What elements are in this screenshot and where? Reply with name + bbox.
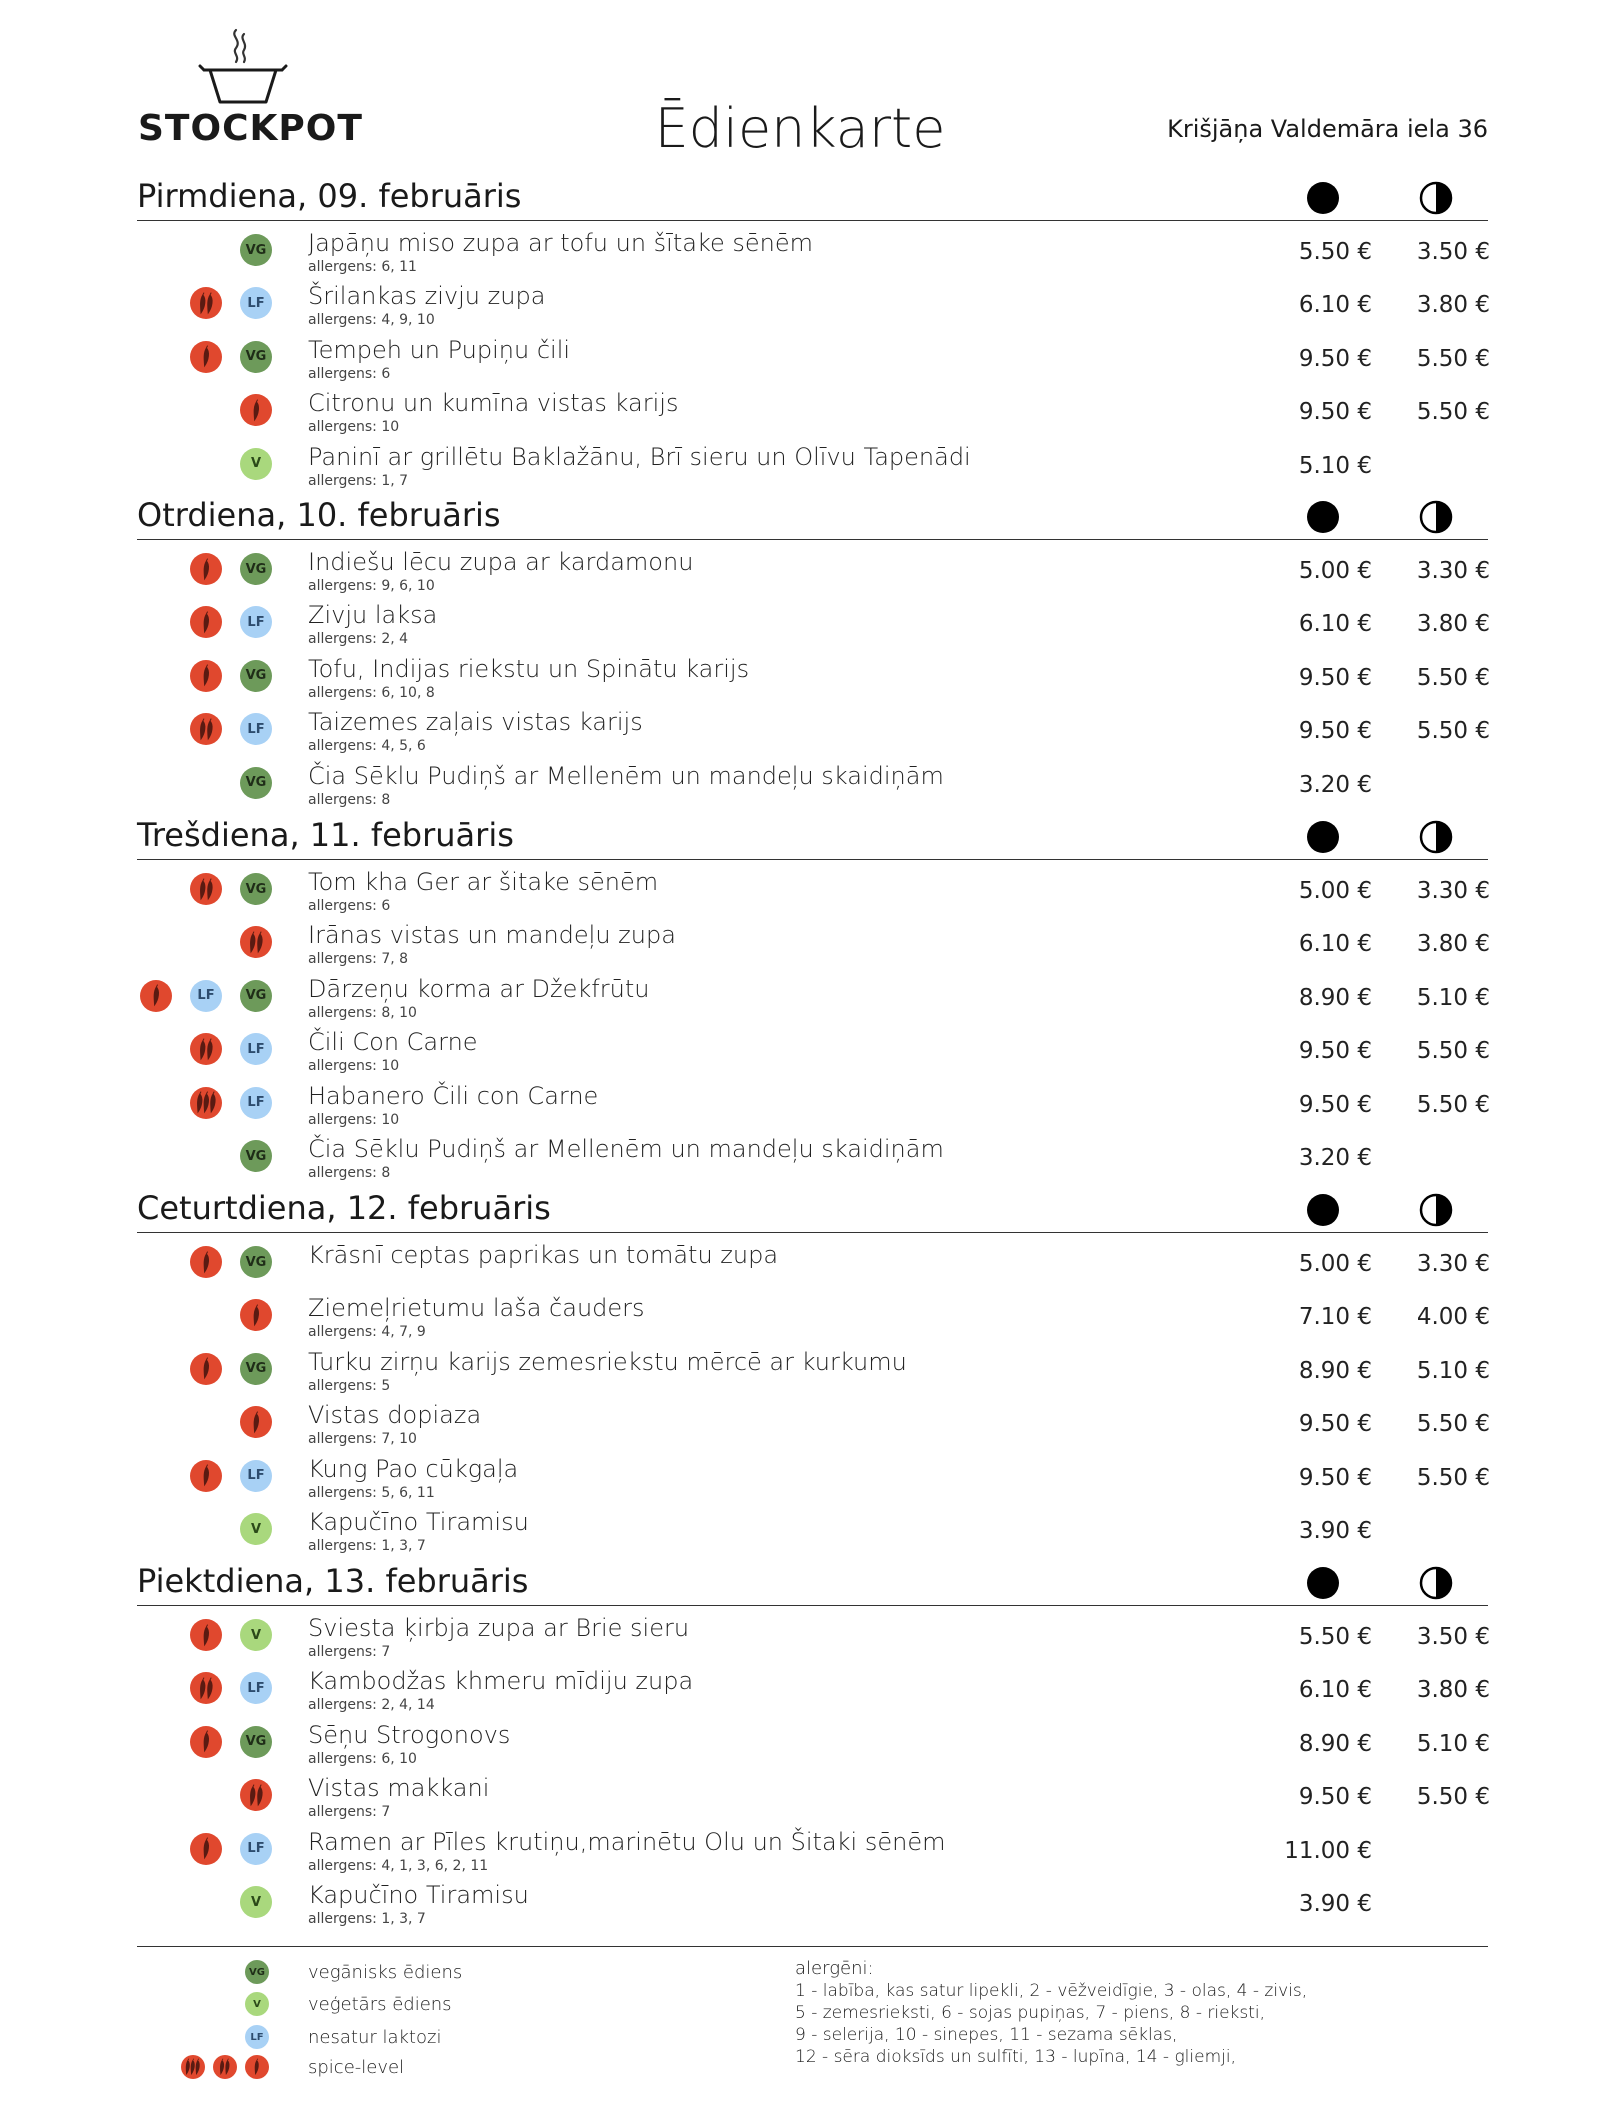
spice-level-1-icon xyxy=(190,1619,222,1651)
dish-name: Vistas dopiaza xyxy=(308,1401,482,1430)
spice-level-2-icon xyxy=(240,926,272,958)
vegan-badge-icon: VG xyxy=(240,234,272,266)
dish-name: Ramen ar Pīles krutiņu,marinētu Olu un Šitaki sēnēm xyxy=(308,1827,946,1856)
price-full-portion: 5.10 € xyxy=(1298,452,1372,479)
legend-badges xyxy=(0,1992,280,2018)
day-title: Ceturtdiena, 12. februāris xyxy=(137,1189,551,1227)
price-half-portion: 5.50 € xyxy=(1416,1038,1490,1065)
half-portion-icon xyxy=(1418,819,1454,855)
menu-item xyxy=(0,1662,1600,1716)
dish-allergens: allergens: 5 xyxy=(308,1377,391,1394)
day-title: Piektdiena, 13. februāris xyxy=(137,1562,529,1600)
dish-badges xyxy=(0,1833,280,1867)
vegetarian-badge-icon: V xyxy=(245,1992,269,2016)
dish-allergens: allergens: 6 xyxy=(308,365,391,382)
dish-allergens: allergens: 1, 3, 7 xyxy=(308,1911,426,1927)
day-title: Trešdiena, 11. februāris xyxy=(137,816,514,854)
legend-badges xyxy=(0,1960,280,1986)
dish-name: Čia Sēklu Pudiņš ar Mellenēm un mandeļu skaidiņām xyxy=(308,1135,944,1163)
dish-allergens: allergens: 10 xyxy=(308,1058,400,1075)
menu-item xyxy=(0,543,1600,597)
dish-name: Čili Con Carne xyxy=(308,1028,478,1057)
dish-badges xyxy=(0,287,280,321)
price-half-portion: 3.50 € xyxy=(1416,239,1490,265)
menu-item xyxy=(0,1503,1600,1557)
dish-badges xyxy=(0,660,280,694)
menu-item xyxy=(0,1289,1600,1343)
dish-allergens: allergens: 8 xyxy=(308,791,391,808)
lactose-free-badge-icon: LF xyxy=(240,1460,272,1492)
dish-badges xyxy=(0,1033,280,1067)
dish-badges xyxy=(0,713,280,747)
spice-level-1-icon xyxy=(190,1246,222,1278)
lactose-free-badge-icon: LF xyxy=(240,1833,272,1865)
dish-badges xyxy=(0,1246,280,1280)
legend-item xyxy=(0,2055,600,2085)
day-title: Otrdiena, 10. februāris xyxy=(137,496,501,534)
dish-badges xyxy=(0,1726,280,1760)
spice-level-1-icon xyxy=(240,1299,272,1331)
dish-badges xyxy=(0,1406,280,1440)
menu-item xyxy=(0,916,1600,970)
dish-allergens: allergens: 2, 4, 14 xyxy=(308,1697,435,1714)
legend-divider xyxy=(137,1946,1488,1947)
price-full-portion: 5.00 € xyxy=(1298,1251,1372,1277)
price-full-portion: 9.50 € xyxy=(1298,345,1372,372)
price-half-portion: 3.30 € xyxy=(1416,558,1490,584)
price-full-portion: 9.50 € xyxy=(1298,1038,1372,1065)
price-half-portion: 5.50 € xyxy=(1416,399,1490,426)
price-full-portion: 3.90 € xyxy=(1298,1891,1372,1917)
dish-name: Citronu un kumīna vistas karijs xyxy=(308,389,679,418)
dish-allergens: allergens: 6, 10 xyxy=(308,1750,417,1767)
price-full-portion: 5.50 € xyxy=(1298,239,1372,265)
dish-allergens: allergens: 2, 4 xyxy=(308,631,409,648)
day-divider xyxy=(137,859,1488,860)
dish-name: Kapučīno Tiramisu xyxy=(308,1881,529,1909)
full-portion-icon xyxy=(1305,819,1341,855)
day-section xyxy=(0,1180,1600,1554)
day-section xyxy=(0,807,1600,1181)
price-half-portion: 5.10 € xyxy=(1416,1357,1490,1384)
dish-name: Kambodžas khmeru mīdiju zupa xyxy=(308,1667,694,1696)
half-portion-icon xyxy=(1418,180,1454,216)
dish-badges xyxy=(0,1779,280,1813)
price-full-portion: 3.20 € xyxy=(1298,771,1372,798)
lactose-free-badge-icon: LF xyxy=(190,980,222,1012)
allergen-legend-line: 9 - selerija, 10 - sinepes, 11 - sezama sēklas, xyxy=(795,2025,1178,2045)
price-full-portion: 9.50 € xyxy=(1298,1411,1372,1438)
stockpot-logo xyxy=(138,26,363,151)
spice-level-1-icon xyxy=(190,1726,222,1758)
day-divider xyxy=(137,220,1488,221)
menu-item xyxy=(0,863,1600,917)
vegan-badge-icon: VG xyxy=(240,1353,272,1385)
spice-level-1-icon xyxy=(190,341,222,373)
dish-allergens: allergens: 1, 3, 7 xyxy=(308,1538,426,1554)
lactose-free-badge-icon: LF xyxy=(240,1033,272,1065)
price-half-portion: 3.80 € xyxy=(1416,292,1490,319)
allergen-legend-line: 12 - sēra dioksīds un sulfīti, 13 - lupīna, 14 - gliemji, xyxy=(795,2047,1236,2067)
price-half-portion: 3.50 € xyxy=(1416,1624,1490,1650)
lactose-free-badge-icon: LF xyxy=(240,713,272,745)
menu-item xyxy=(0,1130,1600,1184)
dish-name: Tofu, Indijas riekstu un Spinātu karijs xyxy=(308,654,750,683)
dish-badges xyxy=(0,1299,280,1333)
price-full-portion: 6.10 € xyxy=(1298,1677,1372,1704)
price-half-portion: 5.50 € xyxy=(1416,1464,1490,1491)
vegan-badge-icon: VG xyxy=(240,553,272,585)
price-half-portion: 5.10 € xyxy=(1416,1730,1490,1757)
dish-allergens: allergens: 9, 6, 10 xyxy=(308,578,435,594)
dish-badges xyxy=(0,767,280,801)
dish-badges xyxy=(0,234,280,268)
menu-item xyxy=(0,438,1600,492)
day-divider xyxy=(137,539,1488,540)
price-full-portion: 3.90 € xyxy=(1298,1518,1372,1544)
dish-name: Zivju laksa xyxy=(308,601,438,630)
price-full-portion: 6.10 € xyxy=(1298,931,1372,958)
day-section xyxy=(0,487,1600,808)
day-divider xyxy=(137,1605,1488,1606)
day-section xyxy=(0,1553,1600,1927)
dish-allergens: allergens: 6, 11 xyxy=(308,259,417,275)
price-full-portion: 9.50 € xyxy=(1298,399,1372,426)
half-portion-icon xyxy=(1418,499,1454,535)
restaurant-address: Krišjāņa Valdemāra iela 36 xyxy=(1167,115,1488,143)
menu-item xyxy=(0,1716,1600,1770)
legend-item xyxy=(0,1992,600,2022)
price-full-portion: 6.10 € xyxy=(1298,611,1372,638)
dish-name: Sēņu Strogonovs xyxy=(308,1720,511,1749)
dish-badges xyxy=(0,606,280,640)
dish-name: Habanero Čili con Carne xyxy=(308,1081,599,1110)
price-half-portion: 5.50 € xyxy=(1416,345,1490,372)
dish-allergens: allergens: 7, 8 xyxy=(308,951,409,968)
dish-name: Tom kha Ger ar šitake sēnēm xyxy=(308,868,659,896)
spice-level-3-icon xyxy=(181,2055,205,2079)
menu-item xyxy=(0,1823,1600,1877)
lactose-free-badge-icon: LF xyxy=(240,1087,272,1119)
spice-level-1-icon xyxy=(240,394,272,426)
dish-allergens: allergens: 6, 10, 8 xyxy=(308,684,435,701)
dish-badges xyxy=(0,1353,280,1387)
spice-level-1-icon xyxy=(190,1833,222,1865)
dish-name: Šrilankas zivju zupa xyxy=(308,282,546,311)
dish-name: Ziemeļrietumu laša čauders xyxy=(308,1294,645,1323)
dish-badges xyxy=(0,1513,280,1547)
day-header xyxy=(0,168,1600,218)
allergen-legend-line: 1 - labība, kas satur lipekli, 2 - vēžveidīgie, 3 - olas, 4 - zivis, xyxy=(795,1981,1308,2001)
dish-allergens: allergens: 4, 5, 6 xyxy=(308,738,426,755)
price-full-portion: 5.00 € xyxy=(1298,558,1372,584)
menu-item xyxy=(0,1077,1600,1131)
menu-item xyxy=(0,224,1600,278)
legend-label: vegānisks ēdiens xyxy=(308,1962,463,1983)
vegetarian-badge-icon: V xyxy=(240,448,272,480)
full-portion-icon xyxy=(1305,180,1341,216)
menu-item xyxy=(0,970,1600,1024)
price-full-portion: 6.10 € xyxy=(1298,292,1372,319)
lactose-free-badge-icon: LF xyxy=(240,287,272,319)
spice-level-3-icon xyxy=(190,1087,222,1119)
price-full-portion: 9.50 € xyxy=(1298,718,1372,745)
price-full-portion: 5.00 € xyxy=(1298,878,1372,904)
price-full-portion: 9.50 € xyxy=(1298,1464,1372,1491)
vegan-badge-icon: VG xyxy=(245,1960,269,1984)
legend-item xyxy=(0,2025,600,2055)
allergen-legend-title: alergēni: xyxy=(795,1958,874,1979)
spice-level-1-icon xyxy=(190,1460,222,1492)
vegan-badge-icon: VG xyxy=(240,341,272,373)
dish-name: Čia Sēklu Pudiņš ar Mellenēm un mandeļu skaidiņām xyxy=(308,761,944,790)
menu-item xyxy=(0,1876,1600,1930)
dish-badges xyxy=(0,1087,280,1121)
dish-allergens: allergens: 4, 7, 9 xyxy=(308,1324,426,1341)
dish-allergens: allergens: 4, 9, 10 xyxy=(308,312,435,329)
spice-level-2-icon xyxy=(190,287,222,319)
vegan-badge-icon: VG xyxy=(240,767,272,799)
legend-label: spice-level xyxy=(308,2057,405,2078)
price-full-portion: 3.20 € xyxy=(1298,1145,1372,1171)
menu-item xyxy=(0,1236,1600,1290)
dish-name: Dārzeņu korma ar Džekfrūtu xyxy=(308,974,650,1003)
allergen-legend xyxy=(795,1958,1495,2068)
menu-item xyxy=(0,596,1600,650)
dish-badges xyxy=(0,394,280,428)
dish-badges xyxy=(0,1619,280,1653)
full-portion-icon xyxy=(1305,499,1341,535)
day-header xyxy=(0,487,1600,537)
page-title: Ēdienkarte xyxy=(654,97,946,160)
price-half-portion: 3.80 € xyxy=(1416,1677,1490,1704)
brand-name: STOCKPOT xyxy=(138,108,363,149)
vegetarian-badge-icon: V xyxy=(240,1619,272,1651)
legend-label: nesatur laktozi xyxy=(308,2027,442,2048)
dish-badges xyxy=(0,980,280,1014)
dish-badges xyxy=(0,873,280,907)
spice-level-1-icon xyxy=(190,553,222,585)
dish-name: Kapučīno Tiramisu xyxy=(308,1508,529,1536)
price-full-portion: 9.50 € xyxy=(1298,1784,1372,1811)
day-divider xyxy=(137,1232,1488,1233)
dish-name: Turku zirņu karijs zemesriekstu mērcē ar kurkumu xyxy=(308,1347,907,1376)
legend-label: veģetārs ēdiens xyxy=(308,1994,452,2015)
menu-item xyxy=(0,1396,1600,1450)
spice-level-2-icon xyxy=(240,1779,272,1811)
price-full-portion: 7.10 € xyxy=(1298,1304,1372,1331)
dish-allergens: allergens: 4, 1, 3, 6, 2, 11 xyxy=(308,1857,489,1874)
dish-name: Irānas vistas un mandeļu zupa xyxy=(308,921,676,950)
day-header xyxy=(0,1553,1600,1603)
price-half-portion: 5.50 € xyxy=(1416,664,1490,691)
vegan-badge-icon: VG xyxy=(240,1246,272,1278)
menu-item xyxy=(0,757,1600,811)
vegan-badge-icon: VG xyxy=(240,873,272,905)
allergen-legend-line: 5 - zemesrieksti, 6 - sojas pupiņas, 7 - piens, 8 - rieksti, xyxy=(795,2003,1266,2023)
dish-badges xyxy=(0,341,280,375)
price-half-portion: 3.80 € xyxy=(1416,611,1490,638)
half-portion-icon xyxy=(1418,1192,1454,1228)
dish-name: Japāņu miso zupa ar tofu un šītake sēnēm xyxy=(308,229,814,257)
price-half-portion: 5.50 € xyxy=(1416,1784,1490,1811)
spice-level-1-icon xyxy=(190,660,222,692)
menu-item xyxy=(0,650,1600,704)
legend-badges xyxy=(0,2055,280,2081)
lactose-free-badge-icon: LF xyxy=(240,606,272,638)
menu-item xyxy=(0,1023,1600,1077)
price-full-portion: 8.90 € xyxy=(1298,1357,1372,1384)
vegetarian-badge-icon: V xyxy=(240,1886,272,1918)
dish-name: Vistas makkani xyxy=(308,1774,490,1803)
menu-item xyxy=(0,1450,1600,1504)
menu-item xyxy=(0,331,1600,385)
menu-item xyxy=(0,1609,1600,1663)
vegan-badge-icon: VG xyxy=(240,1726,272,1758)
dish-allergens: allergens: 7, 10 xyxy=(308,1431,417,1448)
day-section xyxy=(0,168,1600,489)
dish-badges xyxy=(0,1140,280,1174)
dish-name: Krāsnī ceptas paprikas un tomātu zupa xyxy=(308,1241,779,1269)
legend-badges xyxy=(0,2025,280,2051)
price-full-portion: 8.90 € xyxy=(1298,984,1372,1011)
dish-badges xyxy=(0,1672,280,1706)
dish-name: Taizemes zaļais vistas karijs xyxy=(308,708,643,737)
dish-badges xyxy=(0,1886,280,1920)
dish-name: Paninī ar grillētu Baklažānu, Brī sieru un Olīvu Tapenādi xyxy=(308,442,971,471)
dish-name: Tempeh un Pupiņu čili xyxy=(308,335,571,364)
pot-icon xyxy=(198,26,288,106)
price-half-portion: 3.80 € xyxy=(1416,931,1490,958)
half-portion-icon xyxy=(1418,1565,1454,1601)
spice-level-2-icon xyxy=(190,1033,222,1065)
dish-badges xyxy=(0,1460,280,1494)
spice-level-1-icon xyxy=(240,1406,272,1438)
dish-allergens: allergens: 8, 10 xyxy=(308,1004,417,1021)
vegan-badge-icon: VG xyxy=(240,1140,272,1172)
day-header xyxy=(0,807,1600,857)
price-half-portion: 5.50 € xyxy=(1416,718,1490,745)
spice-level-1-icon xyxy=(245,2055,269,2079)
price-full-portion: 8.90 € xyxy=(1298,1730,1372,1757)
price-half-portion: 3.30 € xyxy=(1416,878,1490,904)
spice-level-2-icon xyxy=(213,2055,237,2079)
dish-allergens: allergens: 6 xyxy=(308,898,391,914)
dish-name: Indiešu lēcu zupa ar kardamonu xyxy=(308,548,694,576)
vegetarian-badge-icon: V xyxy=(240,1513,272,1545)
spice-level-2-icon xyxy=(190,873,222,905)
spice-level-1-icon xyxy=(140,980,172,1012)
full-portion-icon xyxy=(1305,1565,1341,1601)
spice-level-2-icon xyxy=(190,1672,222,1704)
price-half-portion: 5.50 € xyxy=(1416,1411,1490,1438)
dish-allergens: allergens: 10 xyxy=(308,419,400,436)
legend-item xyxy=(0,1960,600,1990)
menu-item xyxy=(0,384,1600,438)
dish-allergens: allergens: 8 xyxy=(308,1165,391,1181)
price-full-portion: 5.50 € xyxy=(1298,1624,1372,1650)
lactose-free-badge-icon: LF xyxy=(240,1672,272,1704)
spice-level-1-icon xyxy=(190,1353,222,1385)
dish-allergens: allergens: 5, 6, 11 xyxy=(308,1484,435,1501)
menu-item xyxy=(0,703,1600,757)
spice-level-1-icon xyxy=(190,606,222,638)
day-header xyxy=(0,1180,1600,1230)
dish-badges xyxy=(0,926,280,960)
vegan-badge-icon: VG xyxy=(240,980,272,1012)
price-half-portion: 5.50 € xyxy=(1416,1091,1490,1118)
dish-name: Sviesta ķirbja zupa ar Brie sieru xyxy=(308,1614,690,1642)
menu-item xyxy=(0,1769,1600,1823)
full-portion-icon xyxy=(1305,1192,1341,1228)
menu-item xyxy=(0,277,1600,331)
price-half-portion: 4.00 € xyxy=(1416,1304,1490,1331)
dish-name: Kung Pao cūkgaļa xyxy=(308,1454,519,1483)
dish-allergens: allergens: 7 xyxy=(308,1804,391,1821)
spice-level-2-icon xyxy=(190,713,222,745)
day-title: Pirmdiena, 09. februāris xyxy=(137,177,522,215)
price-full-portion: 11.00 € xyxy=(1284,1837,1372,1864)
dish-allergens: allergens: 1, 7 xyxy=(308,472,409,489)
price-half-portion: 3.30 € xyxy=(1416,1251,1490,1277)
dish-badges xyxy=(0,553,280,587)
price-half-portion: 5.10 € xyxy=(1416,984,1490,1011)
dish-allergens: allergens: 10 xyxy=(308,1111,400,1128)
lactose-free-badge-icon: LF xyxy=(245,2025,269,2049)
dish-allergens: allergens: 7 xyxy=(308,1644,391,1660)
dish-badges xyxy=(0,448,280,482)
price-full-portion: 9.50 € xyxy=(1298,664,1372,691)
vegan-badge-icon: VG xyxy=(240,660,272,692)
price-full-portion: 9.50 € xyxy=(1298,1091,1372,1118)
menu-item xyxy=(0,1343,1600,1397)
